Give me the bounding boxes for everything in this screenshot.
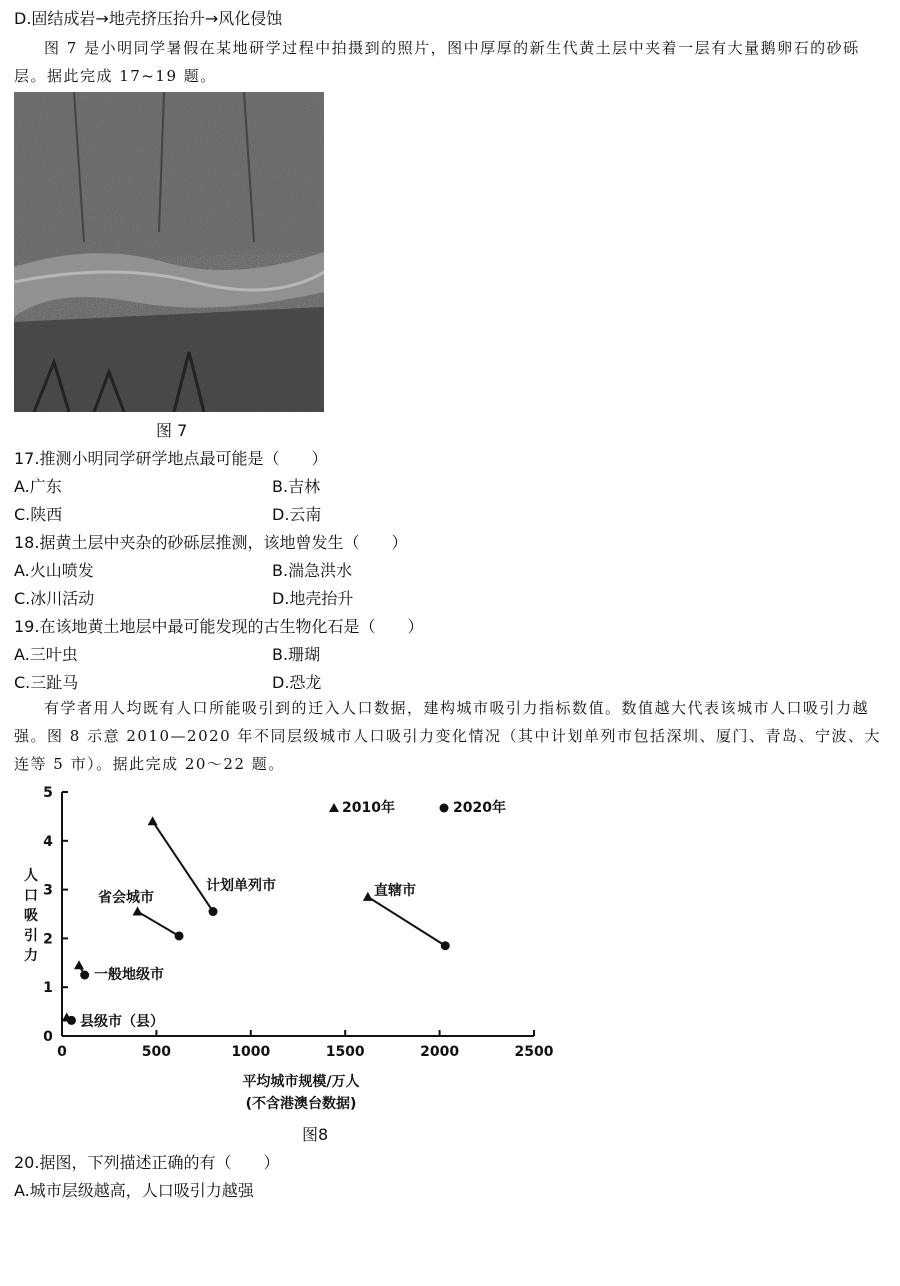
x-tick-label-1500: 1500 [325,1044,365,1060]
top-option-line: D.固结成岩→地壳挤压抬升→风化侵蚀 [14,9,283,28]
q17-option-c[interactable]: C.陕西 [14,505,63,524]
x-tick-label-2000: 2000 [420,1044,460,1060]
x-tick-label-2500: 2500 [514,1044,554,1060]
fig7-intro: 图 7 是小明同学暑假在某地研学过程中拍摄到的照片，图中厚厚的新生代黄土层中夹着一层有大量鹅卵石的砂砾层。据此完成 17~19 题。 [14,39,860,85]
q19-option-a[interactable]: A.三叶虫 [14,645,78,664]
series-label-3: 一般地级市 [94,967,164,983]
y-tick-label-2: 2 [43,931,53,948]
x-axis-note: (不含港澳台数据) [245,1096,357,1112]
q17-stem: 17.推测小明同学研学地点最可能是（ ） [14,449,328,468]
point-2020-2 [441,941,450,950]
legend-2020-marker [440,804,449,813]
q18-option-a[interactable]: A.火山喷发 [14,561,94,580]
point-2010-2 [363,892,373,901]
q18-option-c[interactable]: C.冰川活动 [14,589,95,608]
q18-option-b[interactable]: B.湍急洪水 [272,561,353,580]
x-tick-label-0: 0 [57,1044,67,1060]
q20-option-a[interactable]: A.城市层级越高，人口吸引力越强 [14,1181,254,1200]
q19-option-d[interactable]: D.恐龙 [272,673,322,692]
series-label-0: 计划单列市 [206,878,276,894]
x-tick-label-500: 500 [141,1044,172,1060]
trend-line-2 [368,897,445,946]
point-2010-1 [133,907,143,916]
x-axis-label: 平均城市规模/万人 [242,1074,360,1090]
y-tick-label-3: 3 [43,882,53,899]
x-tick-label-1000: 1000 [231,1044,271,1060]
q18-stem: 18.据黄土层中夹杂的砂砾层推测，该地曾发生（ ） [14,533,408,552]
legend-2020-label: 2020年 [453,800,506,816]
q19-option-b[interactable]: B.珊瑚 [272,645,321,664]
series-label-1: 省会城市 [98,890,154,906]
point-2020-0 [209,907,218,916]
series-label-4: 县级市（县） [80,1014,164,1030]
y-tick-label-0: 0 [43,1029,53,1045]
series-label-2: 直辖市 [374,883,416,899]
loess-photo [14,92,324,412]
point-2020-3 [80,971,89,980]
q17-option-d[interactable]: D.云南 [272,505,322,524]
legend-2010-marker [329,803,339,812]
q17-option-a[interactable]: A.广东 [14,477,62,496]
trend-line-1 [138,912,180,936]
q20-stem: 20.据图，下列描述正确的有（ ） [14,1153,280,1172]
y-tick-label-4: 4 [43,833,53,850]
point-2020-1 [175,931,184,940]
y-tick-label-1: 1 [43,980,53,997]
q17-option-b[interactable]: B.吉林 [272,477,321,496]
y-tick-label-5: 5 [43,785,53,801]
point-2010-0 [148,816,158,825]
fig8-intro: 有学者用人均既有人口所能吸引到的迁入人口数据，建构城市吸引力指标数值。数值越大代表该城市人口吸引力越强。图 8 示意 2010—2020 年不同层级城市人口吸引力变化情况（其中计划单列市包括深圳、厦门、青岛、宁波、大连等 5 市）。据此完成 20～22 题。 [14,699,881,773]
point-2020-4 [67,1016,76,1025]
fig7-caption: 图 7 [156,421,188,440]
fig8-chart [14,780,554,1120]
q19-stem: 19.在该地黄土地层中最可能发现的古生物化石是（ ） [14,617,424,636]
trend-line-0 [153,821,213,911]
point-2010-3 [74,960,84,969]
y-axis-label: 人口吸引力 [24,868,38,964]
fig8-caption: 图8 [302,1125,329,1144]
q18-option-d[interactable]: D.地壳抬升 [272,589,354,608]
q19-option-c[interactable]: C.三趾马 [14,673,79,692]
legend-2010-label: 2010年 [342,800,395,816]
